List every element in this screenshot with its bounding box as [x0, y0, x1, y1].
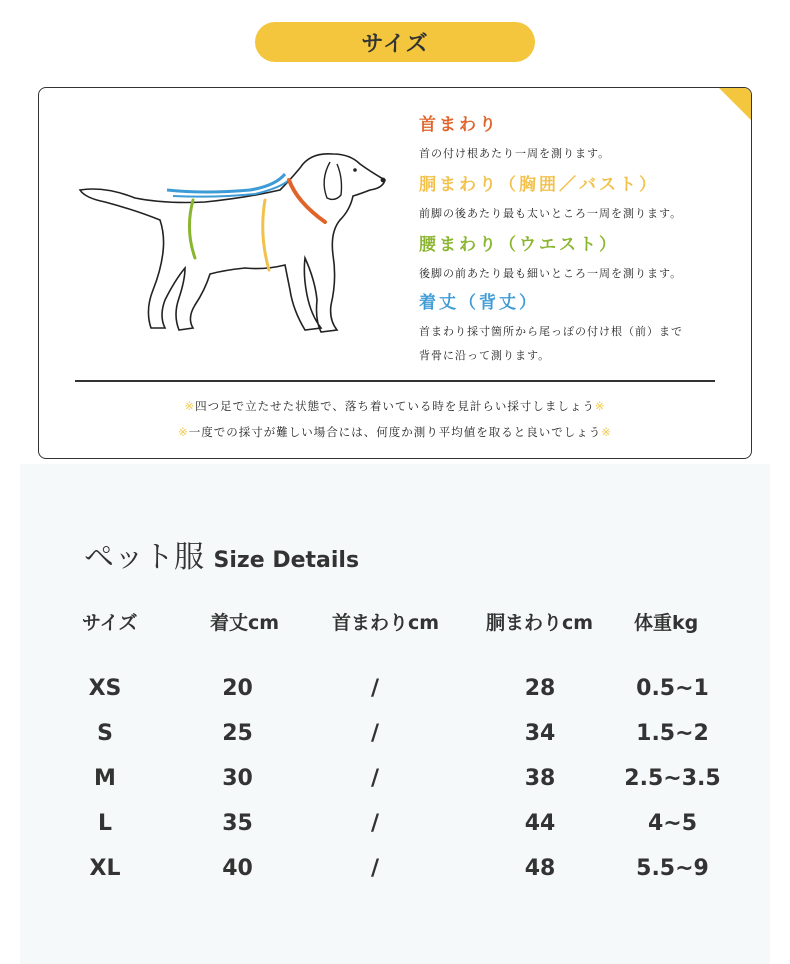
table-row-m-length: 30 — [222, 766, 253, 791]
note-line-2 — [39, 424, 751, 440]
table-row-xs-neck: / — [370, 676, 380, 701]
table-row-m-chest: 38 — [524, 766, 556, 791]
measurement-back-desc-line1: 首まわり採寸箇所から尾っぽの付け根（前）まで — [419, 325, 683, 338]
table-row-s-chest: 34 — [524, 721, 556, 746]
table-row-l-neck: / — [370, 811, 380, 836]
table-row-l-chest: 44 — [524, 811, 556, 836]
table-row-m-neck: / — [370, 766, 380, 791]
header-weight: 体重kg — [634, 612, 699, 634]
measurement-neck-desc: 首の付け根あたり一周を測ります。 — [419, 147, 611, 160]
measurement-waist-desc: 後脚の前あたり最も細いところ一周を測ります。 — [419, 267, 683, 280]
table-row-xl-length: 40 — [222, 856, 253, 881]
size-details-title — [84, 532, 359, 576]
note-star-icon: ※ — [178, 425, 189, 439]
table-row-s-length: 25 — [222, 721, 253, 746]
measurement-back-desc — [419, 321, 683, 367]
size-details-title-en: Size Details — [213, 548, 360, 573]
note-star-icon: ※ — [601, 425, 612, 439]
note-text-2: 一度での採寸が難しい場合には、何度か測り平均値を取ると良いでしょう — [188, 425, 602, 439]
note-text-1: 四つ足で立たせた状態で、落ち着いている時を見計らい採寸しましょう — [195, 399, 595, 413]
table-row-xs-chest: 28 — [524, 676, 556, 701]
measurement-chest — [419, 170, 682, 225]
table-row-xs-weight: 0.5~1 — [636, 676, 709, 701]
header-length: 着丈cm — [210, 612, 280, 634]
header-neck: 首まわりcm — [332, 612, 440, 634]
table-row-s-size: S — [97, 721, 113, 746]
size-details-title-jp: ペット服 — [84, 540, 204, 575]
measurement-chest-desc: 前脚の後あたり最も太いところ一周を測ります。 — [419, 207, 683, 220]
table-row-xl-size: XL — [89, 856, 121, 881]
header-chest: 胴まわりcm — [486, 612, 594, 634]
measurement-back-desc-line2: 背骨に沿って測ります。 — [419, 349, 551, 362]
table-row-xl-weight: 5.5~9 — [636, 856, 709, 881]
table-row-xs-size: XS — [88, 676, 122, 701]
table-row-m-weight: 2.5~3.5 — [624, 766, 721, 791]
table-row-xl-neck: / — [370, 856, 380, 881]
header-size: サイズ — [82, 612, 138, 634]
table-row-m-size: M — [94, 766, 116, 791]
measurement-neck — [419, 110, 610, 165]
measurement-waist-title: 腰まわり（ウエスト） — [419, 235, 619, 255]
table-row-l-weight: 4~5 — [647, 811, 698, 836]
measurement-guide-box — [38, 87, 752, 459]
table-row-l-length: 35 — [222, 811, 253, 836]
table-row-s-neck: / — [370, 721, 380, 746]
corner-decoration — [719, 88, 751, 120]
dog-illustration — [75, 140, 395, 340]
measurement-back-title: 着丈（背丈） — [419, 293, 539, 313]
note-star-icon: ※ — [594, 399, 606, 413]
divider — [75, 380, 715, 382]
size-details-panel — [20, 464, 770, 964]
measurement-back — [419, 288, 683, 367]
measurement-waist — [419, 230, 682, 285]
measurement-chest-title: 胴まわり（胸囲／バスト） — [419, 175, 659, 195]
note-line-1 — [39, 398, 751, 414]
table-row-l-size: L — [97, 811, 113, 836]
section-title: サイズ — [361, 31, 429, 57]
table-row-s-weight: 1.5~2 — [636, 721, 709, 746]
measurement-neck-title: 首まわり — [419, 115, 499, 135]
table-row-xl-chest: 48 — [524, 856, 556, 881]
table-row-xs-length: 20 — [222, 676, 253, 701]
section-title-pill — [255, 22, 535, 62]
note-star-icon: ※ — [184, 399, 196, 413]
